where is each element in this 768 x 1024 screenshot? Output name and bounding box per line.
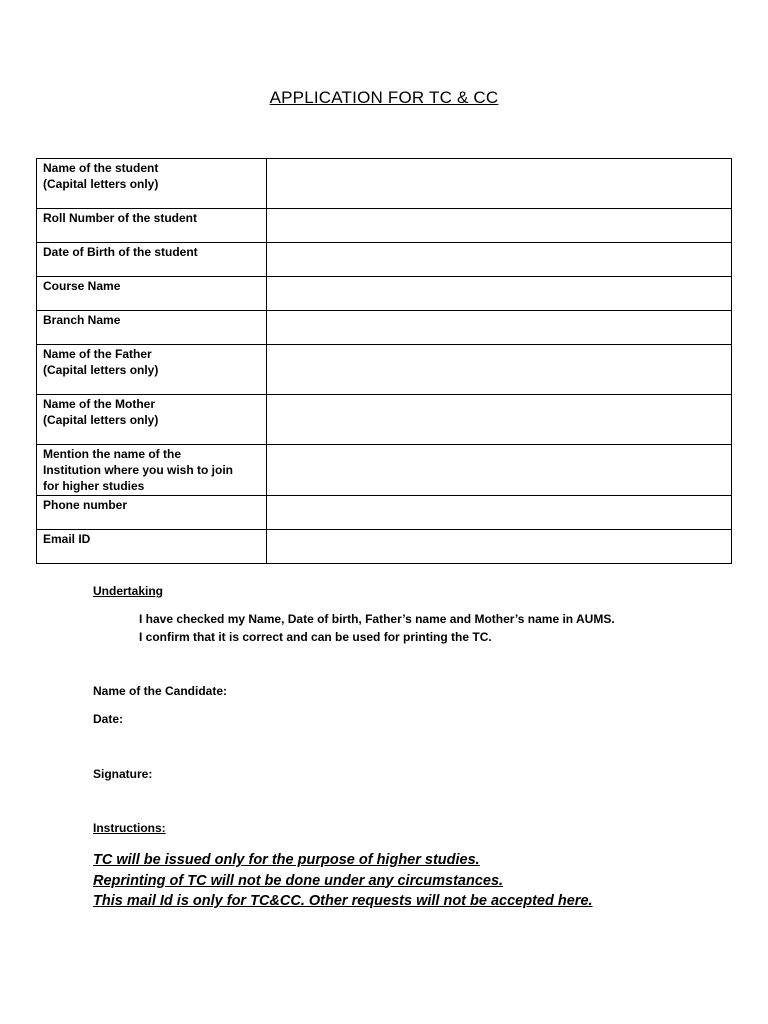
field-label: Name of the Mother (Capital letters only) (37, 395, 267, 445)
institution-field[interactable] (267, 445, 732, 496)
date-label: Date: (93, 712, 124, 726)
instructions-list (93, 850, 593, 912)
form-row-father-name (37, 345, 732, 395)
instructions-heading: Instructions: (93, 821, 166, 835)
form-row-course-name (37, 277, 732, 311)
branch-name-field[interactable] (267, 311, 732, 345)
page-title: APPLICATION FOR TC & CC (269, 88, 499, 107)
undertaking-line-1: I have checked my Name, Date of birth, Father’s name and Mother’s name in AUMS. (139, 612, 615, 626)
field-label: Email ID (37, 530, 267, 564)
father-name-field[interactable] (267, 345, 732, 395)
field-label: Branch Name (37, 311, 267, 345)
email-id-field[interactable] (267, 530, 732, 564)
field-label: Mention the name of the Institution where you wish to join for higher studies (37, 445, 267, 496)
undertaking-heading: Undertaking (93, 584, 164, 598)
field-label: Name of the student (Capital letters only) (37, 159, 267, 209)
instruction-item: Reprinting of TC will not be done under any circumstances. (93, 872, 504, 889)
form-row-institution (37, 445, 732, 496)
instruction-item: This mail Id is only for TC&CC. Other requests will not be accepted here. (93, 893, 593, 909)
form-row-mother-name (37, 395, 732, 445)
student-name-field[interactable] (267, 159, 732, 209)
field-label: Course Name (37, 277, 267, 311)
roll-number-field[interactable] (267, 209, 732, 243)
field-label: Phone number (37, 496, 267, 530)
form-row-date-of-birth (37, 243, 732, 277)
field-label: Roll Number of the student (37, 209, 267, 243)
instruction-item: TC will be issued only for the purpose of higher studies. (93, 852, 480, 868)
signature-label: Signature: (93, 767, 153, 781)
form-row-student-name (37, 159, 732, 209)
phone-number-field[interactable] (267, 496, 732, 530)
application-form-table (36, 158, 732, 564)
candidate-name-label: Name of the Candidate: (93, 684, 228, 698)
field-label: Name of the Father (Capital letters only) (37, 345, 267, 395)
mother-name-field[interactable] (267, 395, 732, 445)
course-name-field[interactable] (267, 277, 732, 311)
form-row-branch-name (37, 311, 732, 345)
field-label: Date of Birth of the student (37, 243, 267, 277)
date-of-birth-field[interactable] (267, 243, 732, 277)
form-row-phone-number (37, 496, 732, 530)
form-row-roll-number (37, 209, 732, 243)
undertaking-line-2: I confirm that it is correct and can be used for printing the TC. (139, 630, 492, 644)
form-row-email-id (37, 530, 732, 564)
